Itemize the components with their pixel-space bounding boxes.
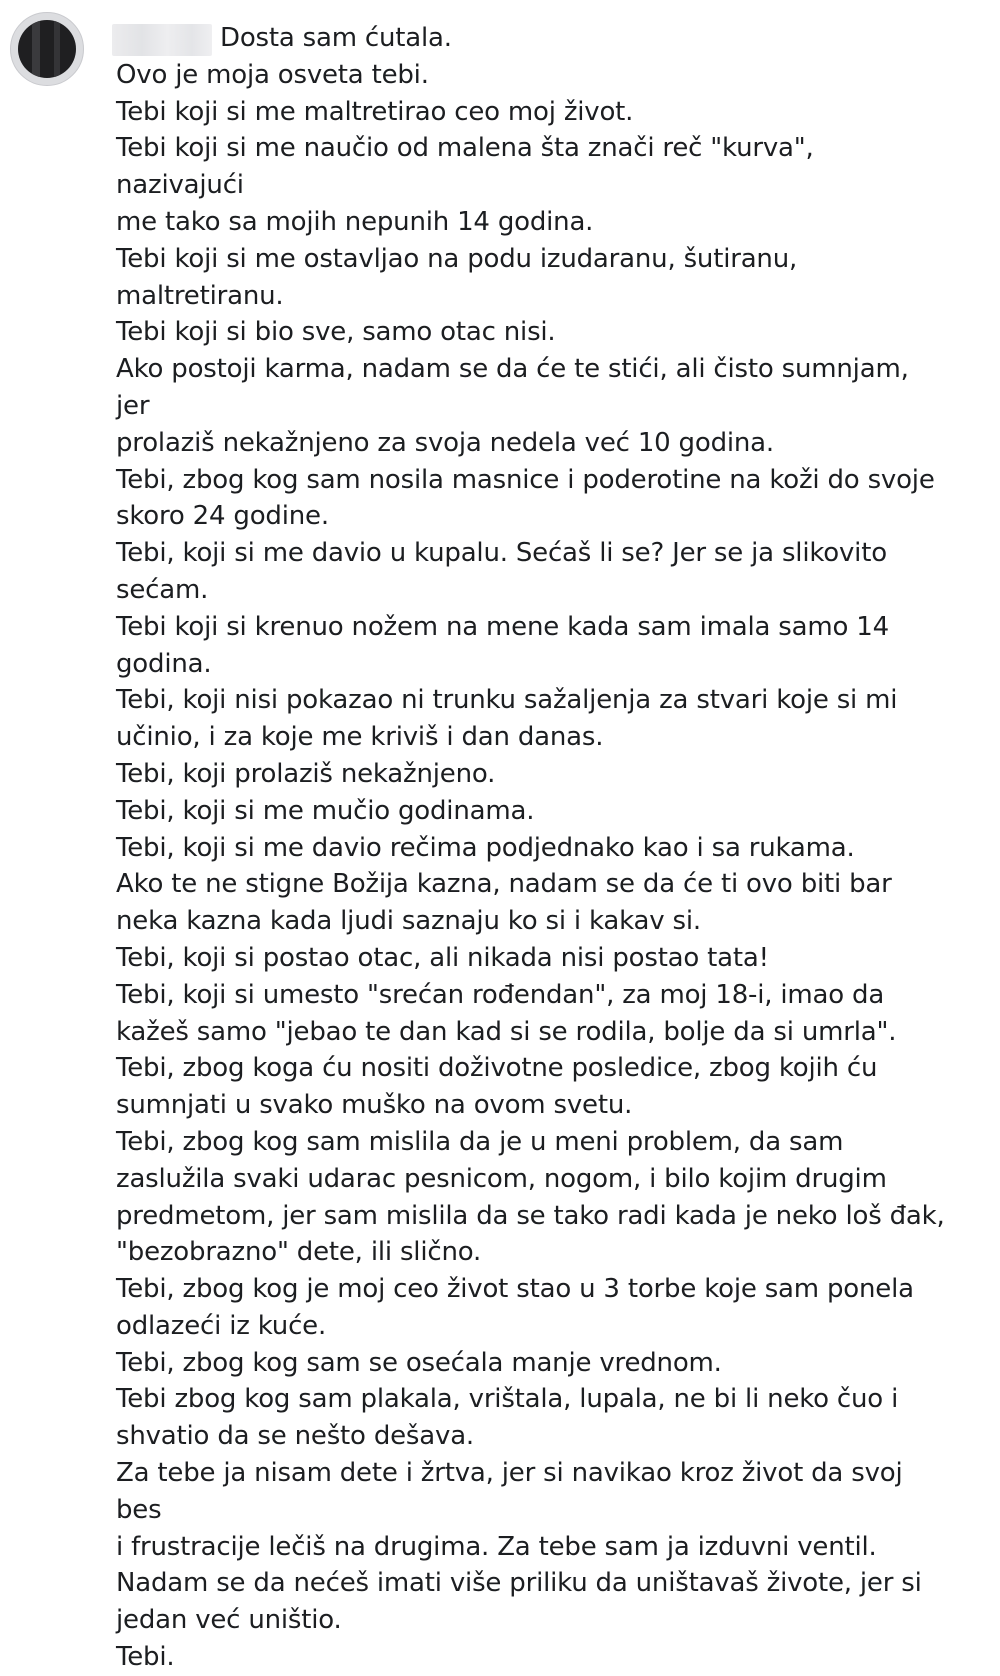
comment-line: Tebi koji si bio sve, samo otac nisi. [116, 317, 556, 348]
comment-line: sumnjati u svako muško na ovom svetu. [116, 1090, 633, 1121]
comment-line: Tebi koji si me ostavljao na podu izudaranu, šutiranu, [116, 243, 798, 274]
comment-line: Tebi koji si me naučio od malena šta znači reč "kurva", nazivajući [116, 133, 822, 201]
comment-line: me tako sa mojih nepunih 14 godina. [116, 206, 594, 237]
comment-line: Za tebe ja nisam dete i žrtva, jer si navikao kroz život da svoj bes [116, 1458, 911, 1525]
comment-line: Tebi, zbog kog sam nosila masnice i poderotine na koži do svoje [116, 464, 935, 495]
avatar-image [18, 20, 76, 78]
comment-line: godina. [116, 648, 212, 679]
comment-line: predmetom, jer sam mislila da se tako radi kada je neko loš đak, [116, 1200, 945, 1231]
comment-line: Ako te ne stigne Božija kazna, nadam se da će ti ovo biti bar [116, 869, 892, 900]
comment-text [116, 20, 946, 1676]
comment-line: skoro 24 godine. [116, 501, 329, 532]
comment-line: Tebi, koji nisi pokazao ni trunku sažaljenja za stvari koje si mi [116, 685, 898, 716]
comment-line: Tebi, zbog koga ću nositi doživotne posledice, zbog kojih ću [116, 1053, 878, 1084]
comment-line: sećam. [116, 574, 209, 605]
comment-line: Tebi, koji si me davio rečima podjednako kao i sa rukama. [116, 832, 855, 863]
comment-line: odlazeći iz kuće. [116, 1310, 327, 1341]
comment-line: Ovo je moja osveta tebi. [116, 59, 429, 90]
comment-line: shvatio da se nešto dešava. [116, 1421, 474, 1452]
comment-line: Tebi, koji si me mučio godinama. [116, 795, 535, 826]
comment-line: Tebi. [116, 1642, 175, 1673]
comment-line: Tebi, zbog kog sam mislila da je u meni problem, da sam [116, 1126, 844, 1157]
comment-line: Tebi koji si krenuo nožem na mene kada sam imala samo 14 [116, 611, 889, 642]
comment-line: Tebi, zbog kog sam se osećala manje vrednom. [116, 1347, 722, 1378]
comment-line: zaslužila svaki udarac pesnicom, nogom, i bilo kojim drugim [116, 1163, 887, 1194]
comment-line: učinio, i za koje me kriviš i dan danas. [116, 722, 604, 753]
comment-line: maltretiranu. [116, 280, 284, 311]
comment-line: Nadam se da nećeš imati više priliku da uništavaš živote, jer si [116, 1568, 922, 1599]
comment-line: Tebi, koji si umesto "srećan rođendan", za moj 18-i, imao da [116, 979, 885, 1010]
comment-line: neka kazna kada ljudi saznaju ko si i kakav si. [116, 906, 701, 937]
comment-line: Tebi, koji si me davio u kupalu. Sećaš li se? Jer se ja slikovito [116, 538, 887, 569]
avatar[interactable] [10, 12, 84, 86]
comment-line: Tebi zbog kog sam plakala, vrištala, lupala, ne bi li neko čuo i [116, 1384, 899, 1415]
comment-line: kažeš samo "jebao te dan kad si se rodila, bolje da si umrla". [116, 1016, 897, 1047]
comment-line: Ako postoji karma, nadam se da će te stići, ali čisto sumnjam, jer [116, 354, 917, 421]
comment-line: Dosta sam ćutala. [220, 23, 452, 53]
comment-line: Tebi, koji si postao otac, ali nikada nisi postao tata! [116, 942, 769, 973]
comment-line: i frustracije lečiš na drugima. Za tebe sam ja izduvni ventil. [116, 1531, 877, 1562]
comment-line: "bezobrazno" dete, ili slično. [116, 1237, 482, 1268]
comment-line: Tebi koji si me maltretirao ceo moj život. [116, 96, 634, 127]
comment-line: jedan već uništio. [116, 1605, 342, 1636]
comment-line: Tebi, zbog kog je moj ceo život stao u 3 torbe koje sam ponela [116, 1274, 914, 1305]
comment-line: Tebi, koji prolaziš nekažnjeno. [116, 758, 496, 789]
comment-line: prolaziš nekažnjeno za svoja nedela već 10 godina. [116, 427, 774, 458]
